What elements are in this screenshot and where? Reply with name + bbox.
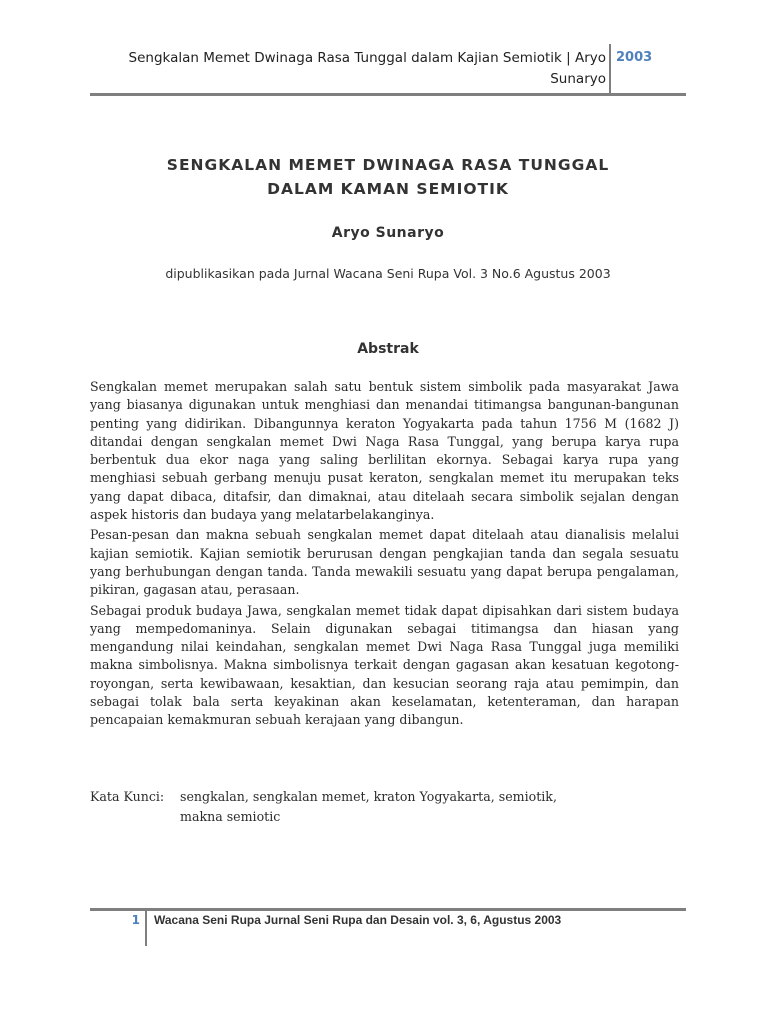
abstract-heading: Abstrak [357, 341, 419, 357]
author-name: Aryo Sunaryo [331, 225, 445, 241]
keywords-label: Kata Kunci: [90, 789, 165, 804]
running-header [90, 48, 606, 90]
keywords-line2: makna semiotic [180, 809, 281, 824]
keywords-line1: sengkalan, sengkalan memet, kraton Yogyakarta, semiotik, [180, 789, 557, 804]
footer-divider-vertical [145, 908, 147, 946]
header-year: 2003 [616, 50, 653, 65]
abstract-paragraph: Pesan-pesan dan makna sebuah sengkalan memet dapat ditelaah atau dianalisis melalui kajian semiotik. Kajian semiotik berurusan dengan pengkajian tanda dan segala sesuatu yang berhubungan dengan tanda. Tanda mewakili sesuatu yang dapat berupa pengalaman, pikiran, gagasan atau, perasaan. [90, 527, 679, 598]
keywords-block [90, 787, 679, 827]
abstract-paragraph: Sebagai produk budaya Jawa, sengkalan memet tidak dapat dipisahkan dari sistem budaya yang mempedomaninya. Selain digunakan sebagai titimangsa dan hiasan yang mengandung nilai keindahan, sengkalan memet Dwi Naga Rasa Tunggal juga memiliki makna simbolisnya. Makna simbolisnya terkait dengan gagasan akan kesatuan kegotong-royongan, serta kewibawaan, kesaktian, dan kesucian seorang raja atau pemimpin, dan sebagai tolak bala serta keyakinan akan keselamatan, ketenteraman, dan harapan pencapaian kemakmuran sebuah kerajaan yang dibangun. [90, 602, 679, 728]
footer-journal-info: Wacana Seni Rupa Jurnal Seni Rupa dan Desain vol. 3, 6, Agustus 2003 [154, 913, 562, 927]
running-header-line1: Sengkalan Memet Dwinaga Rasa Tunggal dalam Kajian Semiotik | Aryo [128, 50, 606, 66]
running-header-line2: Sunaryo [550, 71, 606, 87]
page-number: 1 [131, 913, 140, 927]
footer-rule [90, 908, 686, 911]
publication-note: dipublikasikan pada Jurnal Wacana Seni Rupa Vol. 3 No.6 Agustus 2003 [165, 266, 611, 281]
abstract-paragraph: Sengkalan memet merupakan salah satu bentuk sistem simbolik pada masyarakat Jawa yang biasanya digunakan untuk menghiasi dan menandai titimangsa bangunan-bangunan penting yang didirikan. Dibangunnya keraton Yogyakarta pada tahun 1756 M (1682 J) ditandai dengan sengkalan memet Dwi Naga Rasa Tunggal, yang berupa karya rupa berbentuk dua ekor naga yang saling berlilitan ekornya. Sebagai karya rupa yang menghiasi sebuah gerbang menuju pusat keraton, sengkalan memet itu merupakan teks yang dapat dibaca, ditafsir, dan dimaknai, atau ditelaah secara simbolik sejalan dengan aspek historis dan budaya yang melatarbelakanginya. [90, 379, 679, 523]
paper-title-line2: DALAM KAMAN SEMIOTIK [267, 180, 509, 198]
abstract-body [90, 378, 679, 732]
paper-title-line1: SENGKALAN MEMET DWINAGA RASA TUNGGAL [166, 156, 610, 174]
header-divider-vertical [609, 44, 611, 94]
paper-title [90, 153, 686, 201]
header-rule [90, 93, 686, 96]
